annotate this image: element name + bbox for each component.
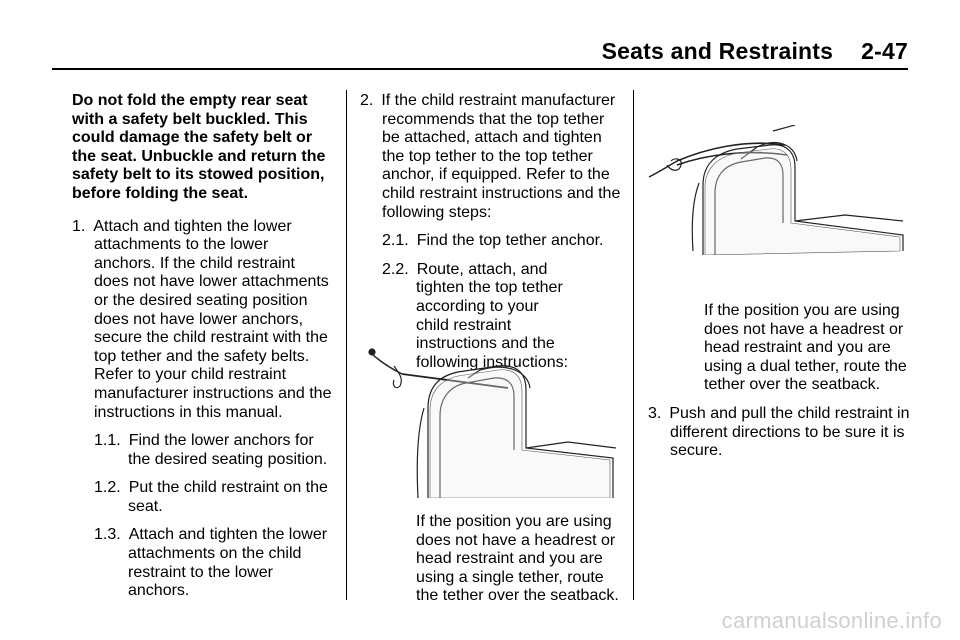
column-3 [648, 302, 910, 471]
substep-2-1 [360, 232, 622, 251]
single-tether-caption: If the position you are using does not have a headrest or head restraint and you are using a single tether, route the tether over the seatback. [416, 513, 619, 605]
substep-2-1-number: 2.1. [382, 232, 409, 250]
substep-2-1-text: Find the top tether anchor. [416, 232, 604, 250]
watermark-text: carmanualsonline.info [721, 608, 942, 633]
step-3 [648, 405, 910, 461]
column-1 [72, 92, 334, 611]
substep-1-2-text: Put the child restraint on the seat. [128, 479, 328, 515]
step-2-text: If the child restraint manufacturer recommends that the top tether be attached, attach and tighten the top tether to the top tether anchor, if equipped. Refer to the child restraint instructions and the following steps: [381, 92, 621, 221]
step-1 [72, 218, 334, 423]
step-3-number: 3. [648, 404, 662, 422]
step-3-text: Push and pull the child restraint in different directions to be sure it is secure. [669, 404, 910, 460]
dual-tether-illustration [645, 125, 907, 255]
step-2 [360, 92, 622, 222]
section-title-text: Seats and Restraints [601, 38, 834, 64]
substep-1-3 [72, 526, 334, 600]
substep-1-2-number: 1.2. [94, 479, 121, 497]
substep-1-1-number: 1.1. [94, 432, 121, 450]
caution-paragraph: Do not fold the empty rear seat with a safety belt buckled. This could damage the safety belt or the seat. Unbuckle and return the safety belt to its stowed position, before folding the seat. [72, 92, 326, 202]
dual-tether-caption: If the position you are using does not have a headrest or head restraint and you are using a dual tether, route the tether over the seatback. [704, 302, 907, 394]
single-tether-illustration [358, 338, 620, 498]
substep-1-3-text: Attach and tighten the lower attachments on the child restraint to the lower anchors. [128, 526, 328, 600]
column-divider-1 [346, 90, 347, 600]
step-2-number: 2. [360, 92, 374, 109]
substep-2-2-number: 2.2. [382, 260, 409, 278]
substep-1-1-text: Find the lower anchors for the desired seating position. [128, 432, 328, 468]
step-1-text: Attach and tighten the lower attachments to the lower anchors. If the child restraint does not have lower attachments or the desired seating position does not have lower anchors, secure the child restraint with the top tether and the safety belts. Refer to your child restraint manufacturer instructions and the instructions in this manual. [93, 217, 332, 421]
page-number: 2-47 [861, 38, 908, 64]
substep-2-2-text: Route, attach, and tighten the top tether according to your child restraint instructions and the following instructions: [416, 260, 569, 371]
substep-1-2 [72, 479, 334, 516]
substep-1-3-number: 1.3. [94, 526, 121, 544]
header-rule [52, 68, 908, 70]
step-1-number: 1. [72, 217, 86, 235]
column-divider-2 [633, 90, 634, 600]
section-title [602, 38, 908, 65]
substep-1-1 [72, 432, 334, 469]
